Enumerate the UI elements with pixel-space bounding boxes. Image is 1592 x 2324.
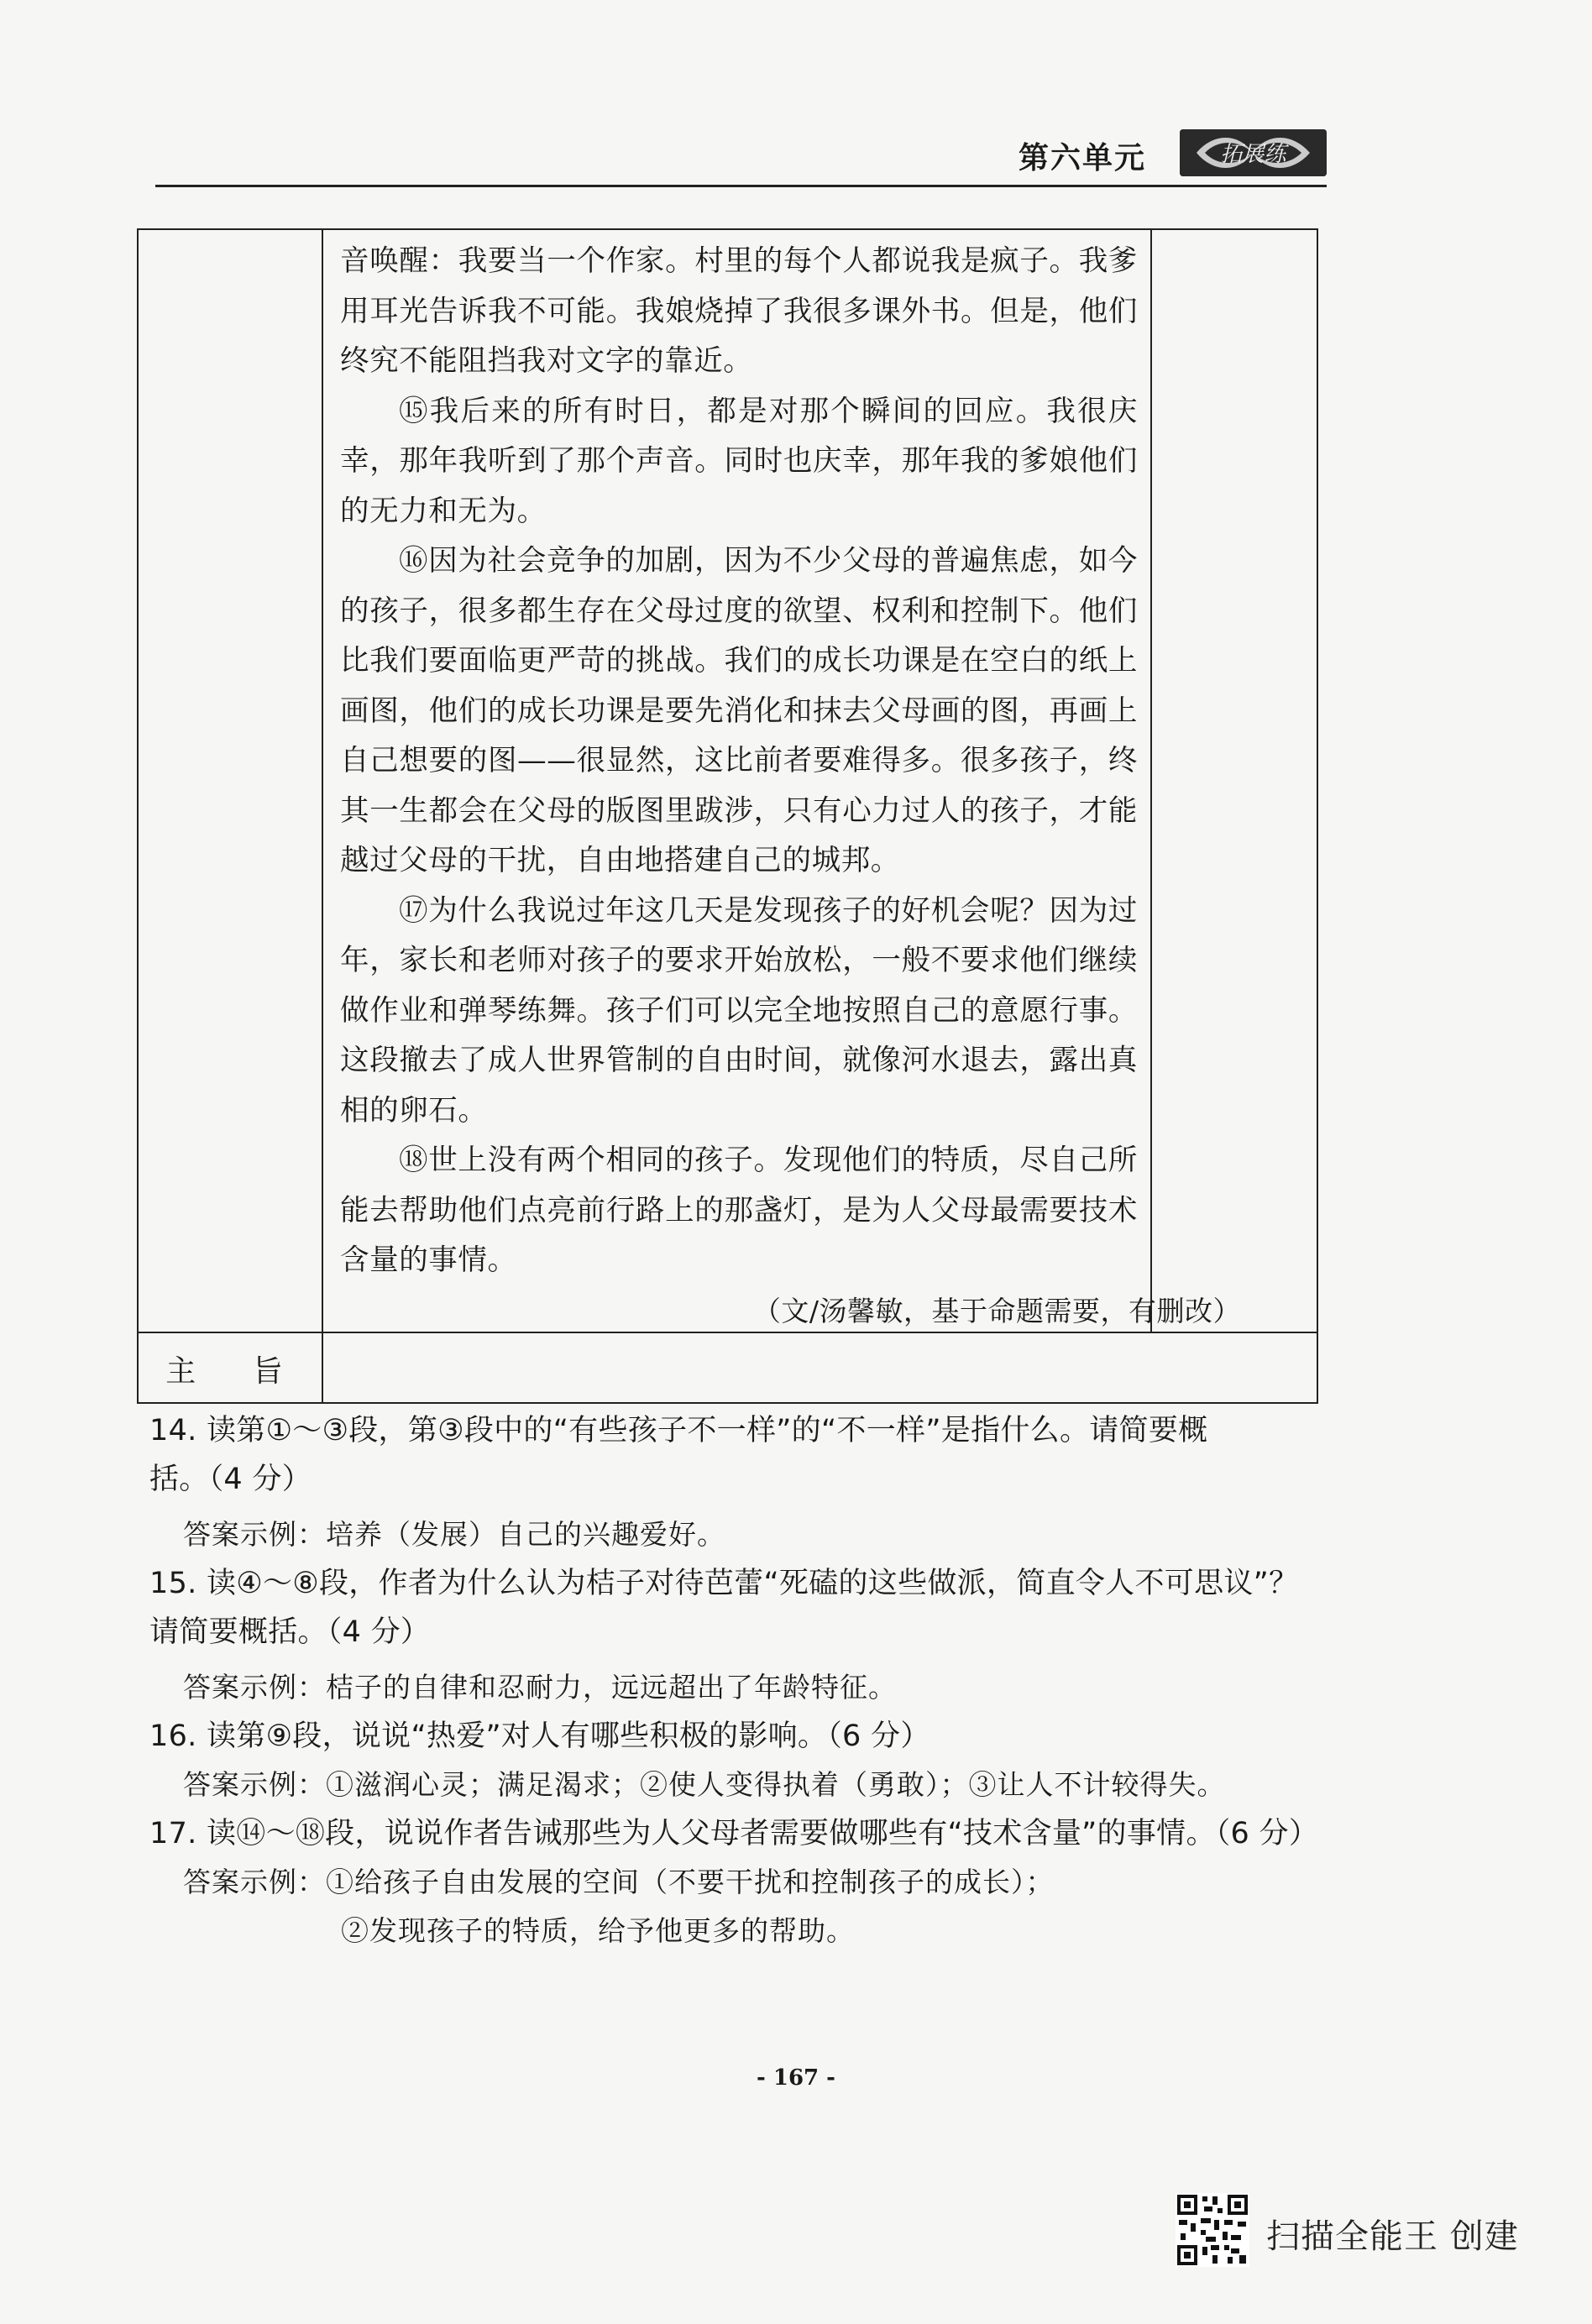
question-16 [149, 1712, 1325, 1809]
answer-example: 答案示例：桔子的自律和忍耐力，远远超出了年龄特征。 [183, 1671, 897, 1704]
header-rule [155, 185, 1327, 187]
table-column-divider-right [1150, 230, 1152, 1332]
question-text: 请简要概括。（4 分） [149, 1615, 431, 1649]
answer-example: 答案示例：①给孩子自由发展的空间（不要干扰和控制孩子的成长）； [183, 1866, 1055, 1898]
passage-source: （文/汤馨敏，基于命题需要，有删改） [752, 1295, 1241, 1327]
page-number: - 167 - [757, 2065, 835, 2091]
butterfly-logo-icon [1180, 129, 1327, 176]
series-logo [1180, 129, 1327, 176]
passage-table [137, 228, 1318, 1404]
passage-paragraph: ⑮我后来的所有时日，都是对那个瞬间的回应。我很庆幸，那年我听到了那个声音。同时也庆幸，那年我的爹娘他们的无力和无为。 [340, 394, 1138, 528]
watermark-text: 扫描全能王 创建 [1266, 2217, 1519, 2256]
question-text: 16. 读第⑨段，说说“热爱”对人有哪些积极的影响。（6 分） [149, 1719, 930, 1753]
answer-example: 答案示例：①滋润心灵；满足渴求；②使人变得执着（勇敢）；③让人不计较得失。 [183, 1768, 1226, 1801]
passage-paragraph: ⑯因为社会竞争的加剧，因为不少父母的普遍焦虑，如今的孩子，很多都生存在父母过度的欲望、权利和控制下。他们比我们要面临更严苛的挑战。我们的成长功课是在空白的纸上画图，他们的成长功课是要先消化和抹去父母画的图，再画上自己想要的图——很显然，这比前者要难得多。很多孩子，终其一生都会在父母的版图里跋涉，只有心力过人的孩子，才能越过父母的干扰，自由地搭建自己的城邦。 [340, 544, 1138, 877]
qr-code-icon [1176, 2193, 1249, 2267]
svg-text:拓展练: 拓展练 [1220, 142, 1286, 167]
question-text: 15. 读④～⑧段，作者为什么认为桔子对待芭蕾“死磕的这些做派，简直令人不可思议”？ [149, 1567, 1299, 1600]
question-15 [149, 1559, 1325, 1712]
scanner-watermark [1176, 2193, 1528, 2269]
passage-paragraph: 音唤醒：我要当一个作家。村里的每个人都说我是疯子。我爹用耳光告诉我不可能。我娘烧掉了我很多课外书。但是，他们终究不能阻挡我对文字的靠近。 [340, 244, 1138, 378]
question-17 [149, 1809, 1325, 1955]
question-list [149, 1406, 1325, 1955]
passage-paragraph: ⑰为什么我说过年这几天是发现孩子的好机会呢？因为过年，家长和老师对孩子的要求开始放松，一般不要求他们继续做作业和弹琴练舞。孩子们可以完全地按照自己的意愿行事。这段撤去了成人世界管制的自由时间，就像河水退去，露出真相的卵石。 [340, 893, 1138, 1128]
question-text: 14. 读第①～③段，第③段中的“有些孩子不一样”的“不一样”是指什么。请简要概 [149, 1414, 1208, 1447]
unit-title: 第六单元 [1018, 141, 1146, 175]
theme-label: 主 旨 [165, 1353, 306, 1389]
table-column-divider-left [322, 230, 323, 1404]
page-header [155, 126, 1327, 186]
answer-example-continued: ②发现孩子的特质，给予他更多的帮助。 [341, 1914, 855, 1947]
question-text: 17. 读⑭～⑱段，说说作者告诫那些为人父母者需要做哪些有“技术含量”的事情。（6 分） [149, 1817, 1319, 1850]
passage-paragraph: ⑱世上没有两个相同的孩子。发现他们的特质，尽自己所能去帮助他们点亮前行路上的那盏灯，是为人父母最需要技术含量的事情。 [340, 1144, 1138, 1277]
question-14 [149, 1406, 1325, 1559]
reading-passage [340, 237, 1138, 1286]
answer-example: 答案示例：培养（发展）自己的兴趣爱好。 [183, 1518, 725, 1551]
question-text: 括。（4 分） [149, 1463, 312, 1496]
